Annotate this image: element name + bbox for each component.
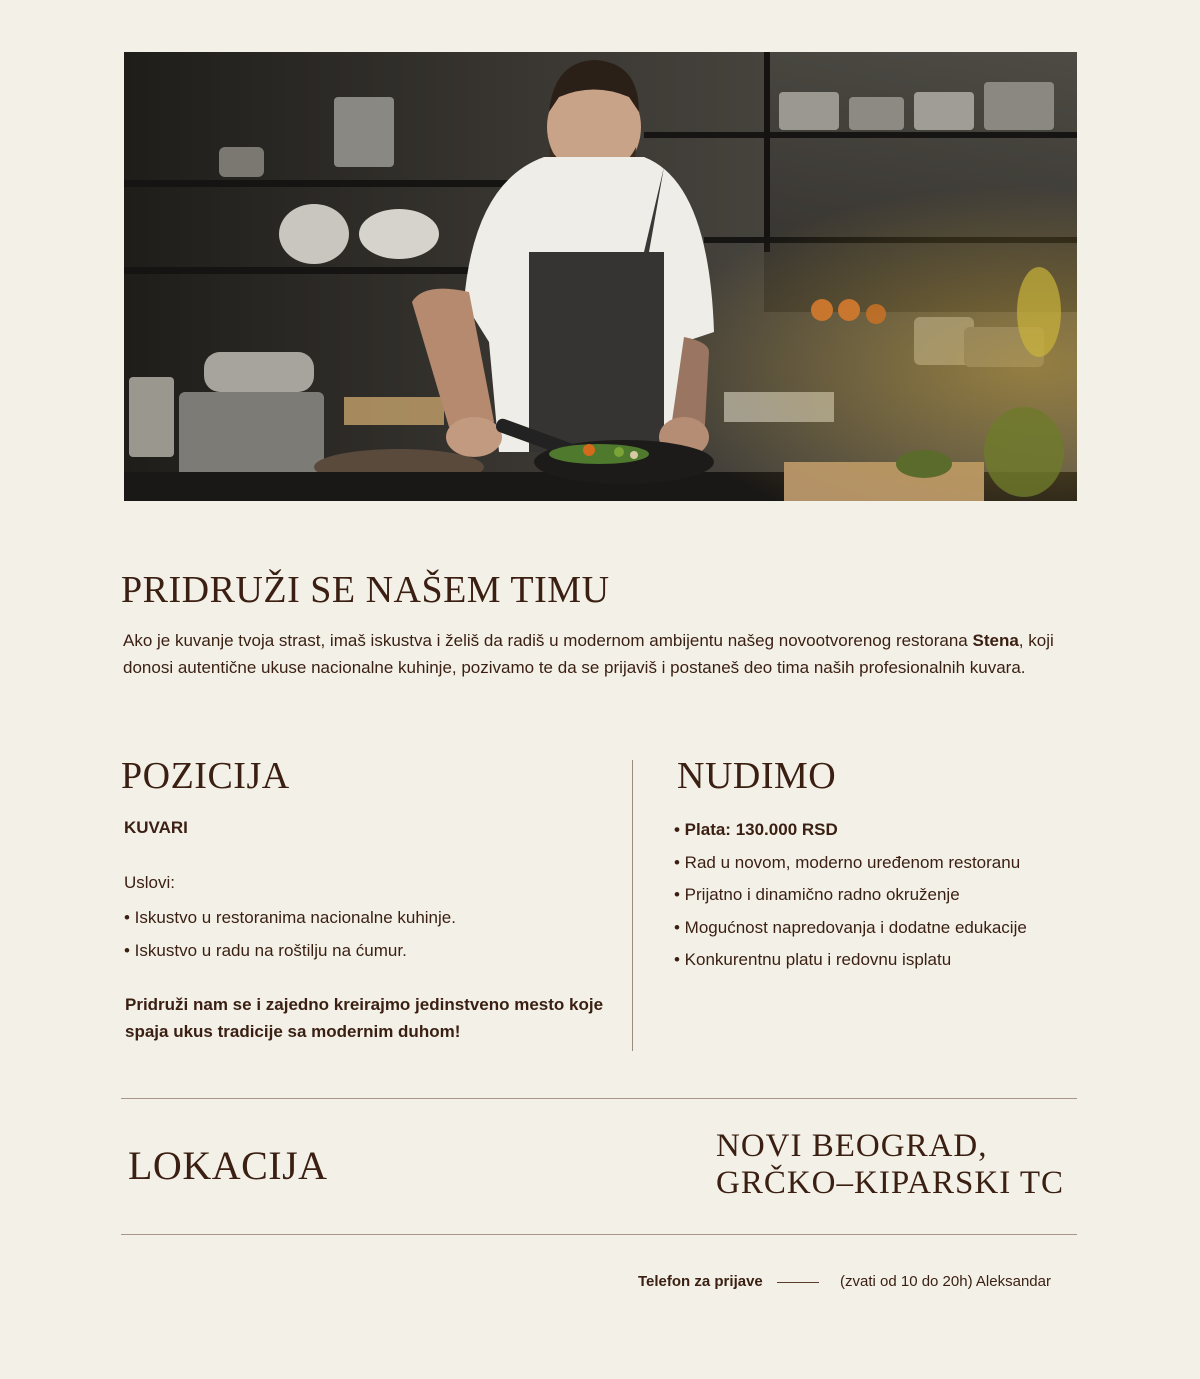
offer-item: • Rad u novom, moderno uređenom restoranu — [674, 852, 1021, 872]
intro-text-after: , koji donosi autentične ukuse nacionalne kuhinje, pozivamo te da se prijaviš i postaneš deo tima naših profesionalnih kuvara. — [123, 631, 1054, 677]
phone-info: (zvati od 10 do 20h) Aleksandar — [840, 1273, 1051, 1290]
offer-item: • Konkurentnu platu i redovnu isplatu — [674, 950, 952, 969]
page-title: PRIDRUŽI SE NAŠEM TIMU — [121, 569, 610, 611]
divider-top — [121, 1098, 1077, 1099]
offer-item: • Mogućnost napredovanja i dodatne edukacije — [674, 917, 1027, 937]
phone-separator-line — [777, 1282, 819, 1283]
offer-item: • Prijatno i dinamično radno okruženje — [674, 885, 960, 904]
divider-bottom — [121, 1234, 1077, 1235]
conditions-label: Uslovi: — [124, 873, 176, 892]
condition-item: • Iskustvo u restoranima nacionalne kuhinje. — [124, 908, 456, 927]
column-divider — [632, 760, 633, 1051]
restaurant-name: Stena — [972, 631, 1019, 650]
location-address — [716, 1128, 1064, 1202]
position-heading: POZICIJA — [121, 755, 290, 797]
conditions-list — [124, 901, 456, 967]
offer-list — [674, 814, 1027, 977]
intro-paragraph — [123, 627, 1085, 681]
address-line-2: GRČKO–KIPARSKI TC — [716, 1165, 1064, 1201]
location-heading: LOKACIJA — [128, 1143, 328, 1188]
phone-label: Telefon za prijave — [638, 1273, 763, 1290]
chef-kitchen-illustration — [124, 52, 1077, 501]
intro-text-before: Ako je kuvanje tvoja strast, imaš iskustva i želiš da radiš u modernom ambijentu našeg novootvorenog restorana — [123, 631, 973, 650]
call-to-action: Pridruži nam se i zajedno kreirajmo jedinstveno mesto koje spaja ukus tradicije sa modernim duhom! — [125, 995, 604, 1041]
offer-item-salary: • Plata: 130.000 RSD — [674, 820, 838, 839]
hero-image — [124, 52, 1077, 501]
condition-item: • Iskustvo u radu na roštilju na ćumur. — [124, 941, 407, 960]
offer-heading: NUDIMO — [677, 755, 837, 797]
position-title: KUVARI — [124, 818, 188, 837]
address-line-1: NOVI BEOGRAD, — [716, 1128, 988, 1164]
